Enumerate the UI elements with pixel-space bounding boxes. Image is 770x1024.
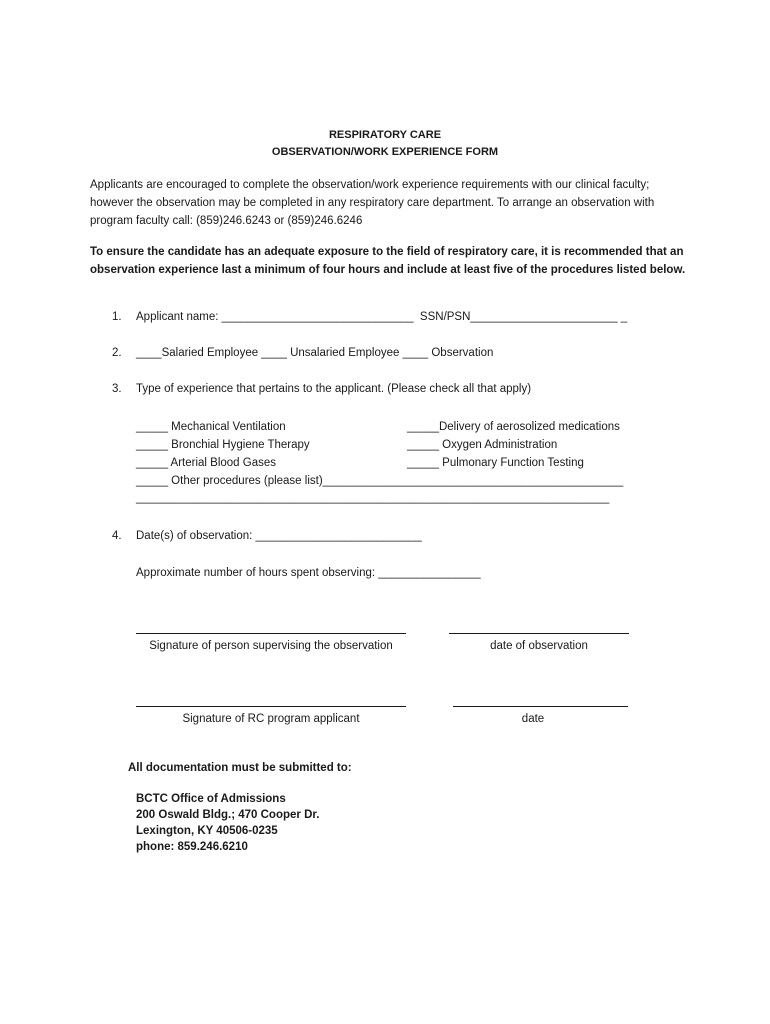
office-address-line2: Lexington, KY 40506-0235: [136, 825, 278, 837]
procedure-mechanical-ventilation[interactable]: _____ Mechanical Ventilation: [136, 421, 286, 433]
intro-paragraph: Applicants are encouraged to complete the observation/work experience requirements with our clinical faculty; however the observation may be completed in any respiratory care department. To arrange an observation with program faculty call: (859)246.6243 or (859)246.6246: [90, 179, 655, 227]
applicant-signature-label: Signature of RC program applicant: [182, 713, 360, 725]
procedure-other-line[interactable]: __________________________________________________________________________: [136, 492, 610, 504]
procedure-other[interactable]: _____ Other procedures (please list)_______________________________________________: [136, 475, 624, 487]
observation-date-line[interactable]: [449, 633, 629, 634]
form-title-line1: RESPIRATORY CARE: [328, 129, 442, 141]
office-address-line1: 200 Oswald Bldg.; 470 Cooper Dr.: [136, 809, 320, 821]
item-number-1: 1.: [112, 311, 122, 323]
observation-hours-field[interactable]: Approximate number of hours spent observing: ________________: [136, 567, 481, 579]
supervisor-signature-label: Signature of person supervising the observation: [149, 640, 393, 652]
procedure-arterial-blood-gases[interactable]: _____ Arterial Blood Gases: [136, 457, 277, 469]
procedure-bronchial-hygiene[interactable]: _____ Bronchial Hygiene Therapy: [136, 439, 310, 451]
office-name: BCTC Office of Admissions: [136, 793, 286, 805]
observation-dates-field[interactable]: Date(s) of observation: __________________________: [136, 530, 422, 542]
applicant-signature-line[interactable]: [136, 706, 406, 707]
applicant-date-line[interactable]: [453, 706, 628, 707]
procedure-pulmonary-function[interactable]: _____ Pulmonary Function Testing: [407, 457, 584, 469]
recommendation-paragraph: To ensure the candidate has an adequate exposure to the field of respiratory care, it is recommended that an observation experience last a minimum of four hours and include at least five of the procedures listed below.: [90, 246, 686, 276]
item-number-2: 2.: [112, 347, 122, 359]
procedure-aerosolized-medications[interactable]: _____Delivery of aerosolized medications: [407, 421, 620, 433]
submission-heading: All documentation must be submitted to:: [128, 762, 352, 774]
applicant-date-label: date: [521, 713, 545, 725]
office-phone: phone: 859.246.6210: [136, 841, 248, 853]
observation-date-label: date of observation: [490, 640, 588, 652]
procedure-oxygen-administration[interactable]: _____ Oxygen Administration: [407, 439, 558, 451]
experience-type-prompt: Type of experience that pertains to the applicant. (Please check all that apply): [136, 383, 532, 395]
employment-status-field[interactable]: ____Salaried Employee ____ Unsalaried Employee ____ Observation: [136, 347, 494, 359]
applicant-name-field[interactable]: Applicant name: ______________________________ SSN/PSN_______________________ _: [136, 311, 628, 323]
form-title-line2: OBSERVATION/WORK EXPERIENCE FORM: [271, 146, 499, 158]
supervisor-signature-line[interactable]: [136, 633, 406, 634]
item-number-4: 4.: [112, 530, 122, 542]
item-number-3: 3.: [112, 383, 122, 395]
